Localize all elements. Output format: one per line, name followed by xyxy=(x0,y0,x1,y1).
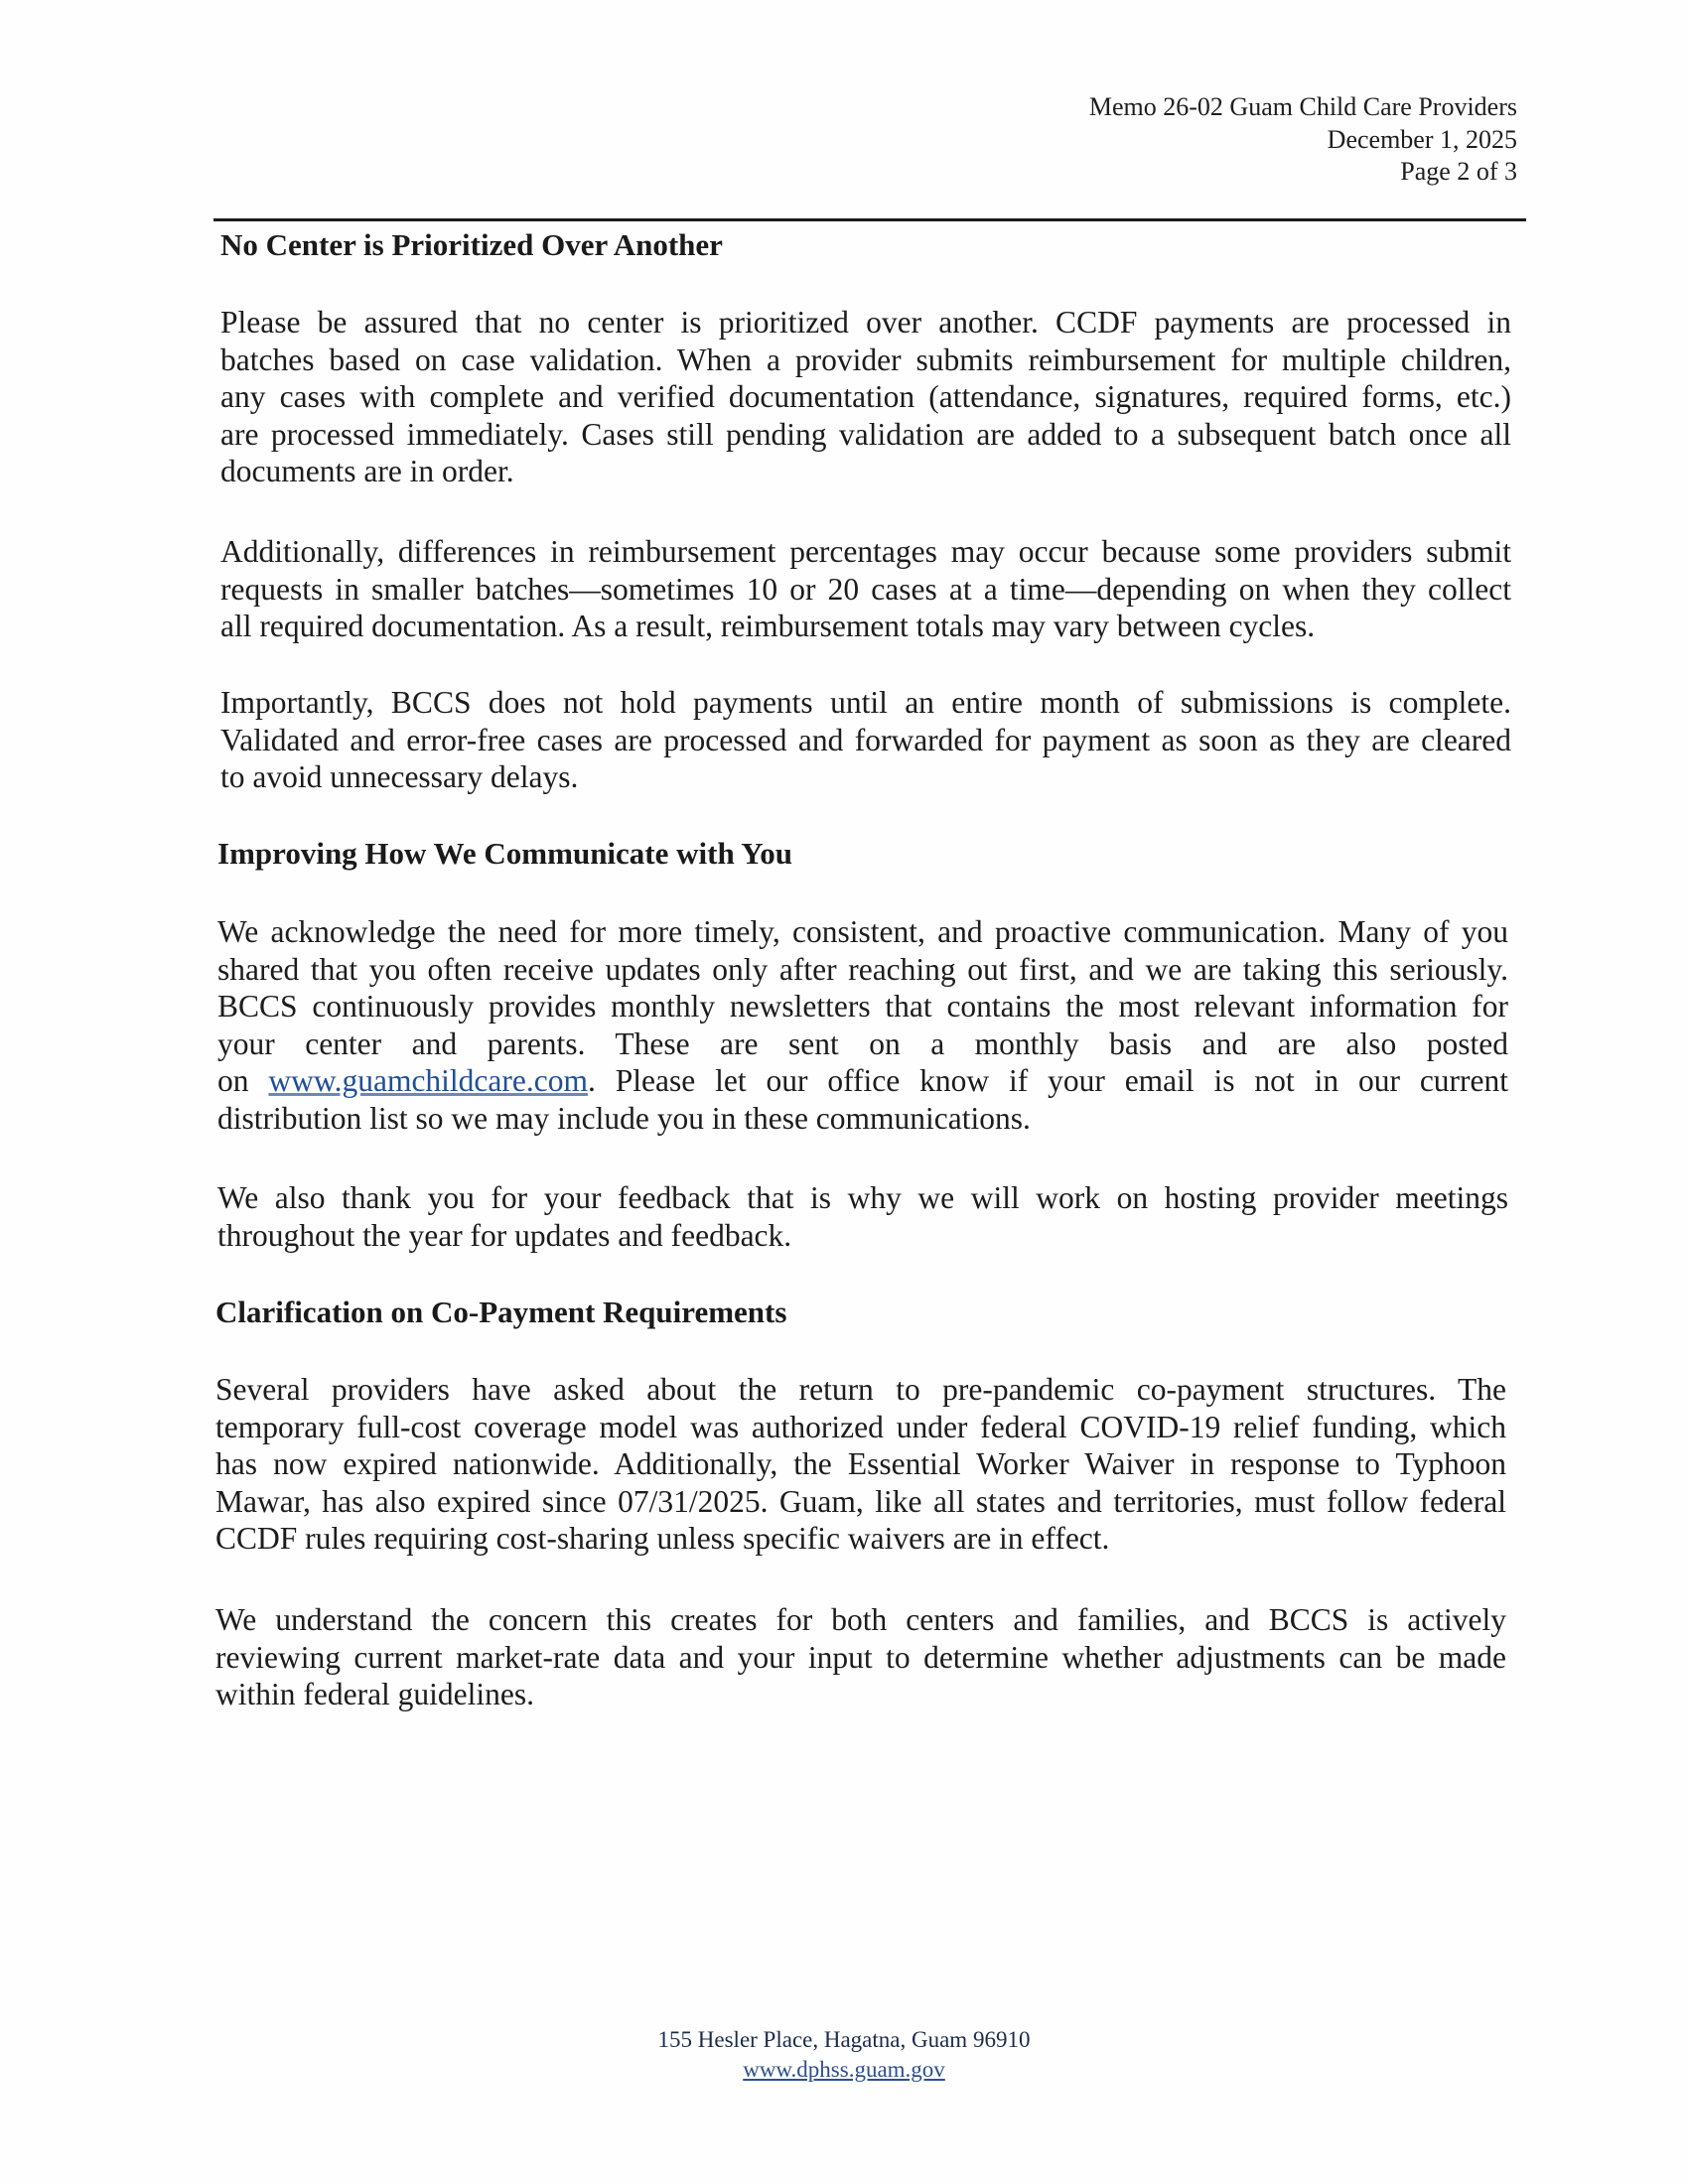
text-line: your center and parents. These are sent on a monthly basis and are also posted xyxy=(217,1025,1508,1061)
page-footer xyxy=(0,2025,1688,2085)
memo-header xyxy=(1089,91,1517,189)
header-divider xyxy=(213,218,1526,221)
text-fragment: . Please let our office know if your email is not in our current xyxy=(587,1063,1509,1099)
paragraph-reimbursement-differences xyxy=(220,533,1511,645)
text-line: temporary full-cost coverage model was authorized under federal COVID-19 relief funding, which xyxy=(215,1409,1506,1444)
text-line: has now expired nationwide. Additionally, the Essential Worker Waiver in response to Typhoon xyxy=(215,1446,1506,1482)
paragraph-payments-not-held xyxy=(220,684,1511,796)
text-line: We acknowledge the need for more timely, consistent, and proactive communication. Many of you xyxy=(217,914,1508,949)
paragraph-batch-processing xyxy=(220,304,1511,490)
memo-title: Memo 26-02 Guam Child Care Providers xyxy=(1088,92,1517,121)
text-line: Validated and error-free cases are processed and forwarded for payment as soon as they are cleared xyxy=(220,722,1511,757)
page-number: Page 2 of 3 xyxy=(1400,157,1517,186)
memo-date: December 1, 2025 xyxy=(1327,124,1517,154)
text-line: Additionally, differences in reimbursement percentages may occur because some providers submit xyxy=(220,534,1511,569)
paragraph-market-rate-review xyxy=(215,1601,1506,1713)
text-line: documents are in order. xyxy=(220,454,514,489)
paragraph-copayment-structures xyxy=(215,1371,1506,1558)
text-line: Please be assured that no center is prioritized over another. CCDF payments are processed in xyxy=(220,305,1511,340)
text-line: CCDF rules requiring cost-sharing unless specific waivers are in effect. xyxy=(215,1521,1110,1557)
text-line: Importantly, BCCS does not hold payments until an entire month of submissions is complete. xyxy=(220,685,1511,720)
paragraph-provider-meetings xyxy=(217,1179,1508,1254)
text-line: We understand the concern this creates for both centers and families, and BCCS is actively xyxy=(215,1602,1506,1637)
footer-address: 155 Hesler Place, Hagatna, Guam 96910 xyxy=(657,2027,1031,2052)
text-fragment: on xyxy=(217,1063,269,1099)
dphss-website-link[interactable]: www.dphss.guam.gov xyxy=(743,2057,945,2082)
text-line: throughout the year for updates and feedback. xyxy=(217,1217,792,1253)
text-line: distribution list so we may include you in these communications. xyxy=(217,1100,1031,1136)
text-line: reviewing current market-rate data and your input to determine whether adjustments can be made xyxy=(215,1639,1506,1675)
text-line: BCCS continuously provides monthly newsletters that contains the most relevant information for xyxy=(217,989,1508,1024)
text-line: Mawar, has also expired since 07/31/2025. Guam, like all states and territories, must follow federal xyxy=(215,1483,1506,1519)
text-line: all required documentation. As a result, reimbursement totals may vary between cycles. xyxy=(220,609,1316,644)
section-heading-no-center-prioritized: No Center is Prioritized Over Another xyxy=(220,227,723,262)
text-line: We also thank you for your feedback that is why we will work on hosting provider meetings xyxy=(217,1180,1508,1215)
section-heading-improving-communication: Improving How We Communicate with You xyxy=(217,836,792,871)
paragraph-communication xyxy=(217,913,1508,1138)
text-line: requests in smaller batches—sometimes 10 or 20 cases at a time—depending on when they collect xyxy=(220,571,1511,607)
text-line: batches based on case validation. When a provider submits reimbursement for multiple children, xyxy=(220,341,1511,377)
text-line: shared that you often receive updates only after reaching out first, and we are taking this seriously. xyxy=(217,951,1508,987)
text-line: are processed immediately. Cases still pending validation are added to a subsequent batch once all xyxy=(220,416,1511,452)
text-line: Several providers have asked about the return to pre-pandemic co-payment structures. The xyxy=(215,1372,1506,1407)
section-heading-copayment-clarification: Clarification on Co-Payment Requirements xyxy=(215,1295,787,1329)
text-line: any cases with complete and verified documentation (attendance, signatures, required forms, etc.) xyxy=(220,379,1511,415)
text-line: to avoid unnecessary delays. xyxy=(220,759,579,795)
text-line-with-link xyxy=(217,1062,1508,1100)
guamchildcare-link[interactable]: www.guamchildcare.com xyxy=(268,1063,588,1099)
text-line: within federal guidelines. xyxy=(215,1677,535,1712)
